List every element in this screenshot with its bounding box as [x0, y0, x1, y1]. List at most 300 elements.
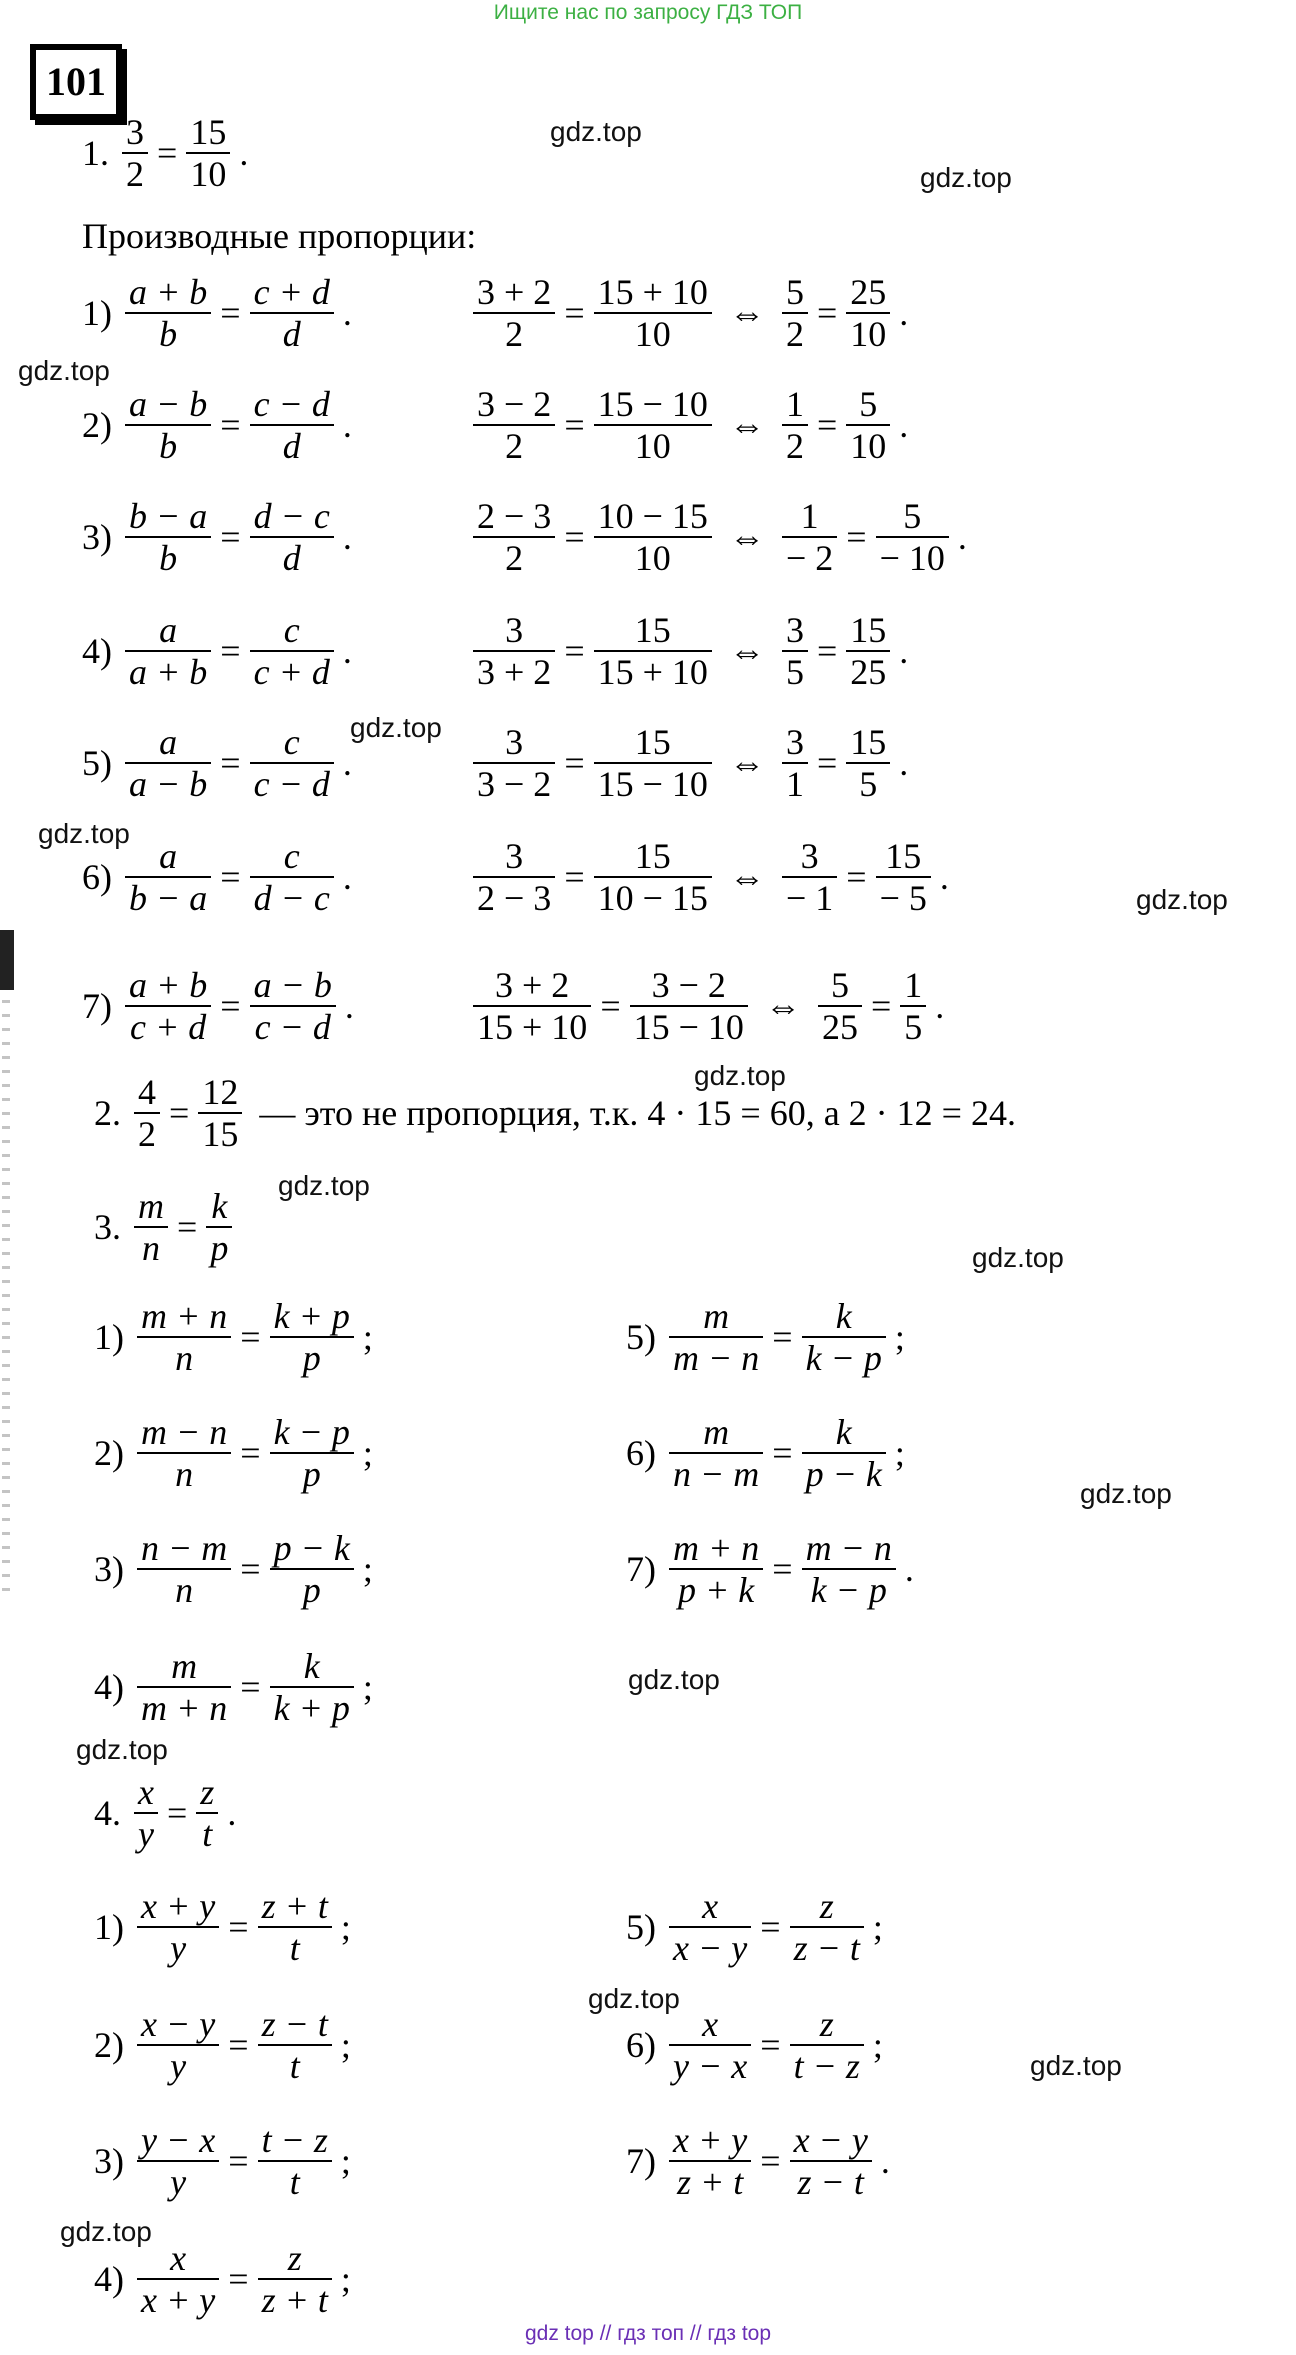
row-label: 6) — [626, 2025, 656, 2065]
fraction — [594, 272, 712, 354]
watermark: gdz.top — [18, 355, 110, 386]
fraction — [594, 722, 712, 804]
denominator: − 1 — [785, 878, 834, 918]
fraction — [473, 610, 555, 692]
numerator: a + b — [129, 965, 208, 1005]
equals-sign: = — [600, 986, 621, 1026]
fraction — [258, 2120, 332, 2202]
fraction — [802, 1528, 896, 1610]
iff-sign: ⇔ — [728, 743, 765, 783]
fraction — [782, 272, 808, 354]
period: . — [239, 133, 249, 173]
section2-statement — [94, 1072, 1016, 1154]
period: . — [957, 517, 967, 557]
denominator: 25 — [850, 652, 887, 692]
denominator: 2 − 3 — [477, 878, 552, 918]
fraction — [876, 836, 931, 918]
equals-sign: = — [228, 2141, 249, 2181]
iff-sign: ⇔ — [728, 631, 765, 671]
numerator: x − y — [141, 2004, 216, 2044]
fraction — [473, 722, 555, 804]
equals-sign: = — [846, 517, 867, 557]
denominator: 10 — [634, 426, 671, 466]
punctuation: ; — [894, 1433, 905, 1473]
watermark: gdz.top — [38, 818, 130, 849]
numerator: x — [170, 2238, 187, 2278]
section3-main-proportion — [94, 1186, 235, 1268]
equals-sign: = — [816, 743, 838, 783]
watermark: gdz.top — [76, 1734, 168, 1765]
derived-proportion — [626, 1412, 911, 1494]
fraction — [137, 2120, 219, 2202]
row-label: 7) — [626, 2141, 656, 2181]
row-label: 4) — [94, 2259, 124, 2299]
numerator: c — [283, 610, 300, 650]
row-label: 3) — [94, 2141, 124, 2181]
fraction — [594, 610, 712, 692]
denominator: m − n — [673, 1338, 760, 1378]
iff-sign: ⇔ — [728, 405, 765, 445]
punctuation: . — [880, 2141, 890, 2181]
denominator: y — [170, 1928, 187, 1968]
numerator: 3 — [505, 836, 524, 876]
derived-proportion — [626, 1886, 889, 1968]
numerator: d − c — [253, 496, 330, 536]
denominator: n — [175, 1570, 194, 1610]
numerator: 5 — [859, 384, 878, 424]
equals-sign: = — [564, 743, 585, 783]
fraction — [790, 2120, 872, 2202]
period: . — [342, 405, 352, 445]
equals-sign: = — [228, 2025, 249, 2065]
fraction — [125, 384, 211, 466]
fraction — [669, 1528, 763, 1610]
numerator: 15 — [885, 836, 922, 876]
denominator: 3 − 2 — [477, 764, 552, 804]
section-label: 4. — [94, 1793, 121, 1833]
numerator: z − t — [261, 2004, 328, 2044]
numerator: c — [283, 722, 300, 762]
fraction — [782, 496, 837, 578]
derived-proportion — [94, 1886, 357, 1968]
watermark: gdz.top — [972, 1242, 1064, 1273]
fraction — [125, 272, 211, 354]
fraction: $\frac{k}{p}$ — [206, 1186, 232, 1268]
fraction — [125, 496, 211, 578]
denominator: 10 — [850, 426, 887, 466]
equals-sign: = — [760, 1907, 781, 1947]
denominator: d — [282, 426, 301, 466]
row-label: 5) — [626, 1907, 656, 1947]
derived-proportion-general — [82, 965, 360, 1047]
fraction — [669, 2004, 751, 2086]
equals-sign: = — [816, 293, 838, 333]
numerator: k — [835, 1296, 852, 1336]
denominator: c + d — [130, 1007, 207, 1047]
numerator: x + y — [673, 2120, 748, 2160]
section1-main-proportion — [82, 112, 254, 194]
denominator: m + n — [141, 1688, 228, 1728]
equals-sign: = — [564, 405, 585, 445]
row-label: 1) — [94, 1317, 124, 1357]
fraction — [473, 272, 555, 354]
fraction — [258, 2238, 332, 2320]
denominator: p − k — [805, 1454, 882, 1494]
scan-edge-mark — [0, 930, 14, 990]
fraction — [790, 2004, 864, 2086]
fraction — [250, 496, 334, 578]
denominator: t − z — [793, 2046, 860, 2086]
row-label: 4) — [94, 1667, 124, 1707]
bottom-banner[interactable]: gdz top // гдз топ // гдз top — [524, 2322, 772, 2345]
derived-proportion-general — [82, 384, 358, 466]
row-label: 3) — [82, 517, 112, 557]
punctuation: ; — [340, 2141, 351, 2181]
numerator: 15 + 10 — [597, 272, 708, 312]
watermark: gdz.top — [350, 712, 442, 743]
section-label: 3. — [94, 1207, 121, 1247]
numerator: z — [819, 1886, 834, 1926]
numerator: a — [159, 836, 178, 876]
numerator: 5 — [785, 272, 804, 312]
equals-sign: = — [772, 1317, 793, 1357]
denominator: 2 — [505, 538, 524, 578]
row-label: 3) — [94, 1549, 124, 1589]
numerator: 3 — [505, 610, 524, 650]
punctuation: ; — [340, 2025, 351, 2065]
fraction — [802, 1296, 886, 1378]
punctuation: ; — [362, 1667, 373, 1707]
numerator: t − z — [261, 2120, 328, 2160]
derived-proportion-example — [470, 272, 914, 354]
numerator: 3 — [800, 836, 819, 876]
derived-proportion-general — [82, 496, 358, 578]
derived-proportion-example — [470, 384, 914, 466]
denominator: n — [175, 1338, 194, 1378]
punctuation: ; — [872, 1907, 883, 1947]
equals-sign: = — [169, 1093, 190, 1133]
section-label: 2. — [94, 1093, 121, 1133]
fraction — [137, 1646, 231, 1728]
numerator: 15 — [634, 836, 671, 876]
denominator: y − x — [673, 2046, 748, 2086]
numerator: 15 — [850, 722, 887, 762]
denominator: x − y — [673, 1928, 748, 1968]
numerator: m + n — [141, 1296, 228, 1336]
fraction — [594, 836, 712, 918]
denominator: c − d — [254, 1007, 331, 1047]
watermark: gdz.top — [920, 162, 1012, 193]
fraction — [250, 272, 334, 354]
denominator: d − c — [253, 878, 330, 918]
derived-proportion-general — [82, 836, 358, 918]
fraction: $\frac{x}{y}$ — [134, 1772, 158, 1854]
watermark: gdz.top — [1080, 1478, 1172, 1509]
numerator: 15 — [850, 610, 887, 650]
fraction — [258, 1886, 332, 1968]
section2-text: — это не пропорция, т.к. 4 · 15 = 60, а 2 · 12 = 24. — [259, 1093, 1016, 1133]
watermark: gdz.top — [60, 2216, 152, 2247]
punctuation: ; — [362, 1549, 373, 1589]
denominator: z − t — [797, 2162, 864, 2202]
denominator: 2 — [785, 426, 804, 466]
numerator: 3 — [785, 722, 804, 762]
fraction — [900, 965, 926, 1047]
denominator: a − b — [129, 764, 208, 804]
scan-edge-noise — [2, 1000, 10, 1600]
numerator: 2 − 3 — [477, 496, 552, 536]
fraction — [669, 1296, 763, 1378]
denominator: 10 − 15 — [597, 878, 708, 918]
numerator: x − y — [793, 2120, 868, 2160]
fraction — [782, 610, 808, 692]
numerator: m + n — [673, 1528, 760, 1568]
denominator: y — [170, 2162, 187, 2202]
equals-sign: = — [846, 857, 867, 897]
derived-proportion — [626, 1296, 911, 1378]
derived-proportion — [94, 1528, 379, 1610]
derived-proportion-example — [470, 965, 950, 1047]
fraction — [125, 965, 211, 1047]
equals-sign: = — [240, 1433, 261, 1473]
numerator: 15 − 10 — [597, 384, 708, 424]
fraction — [250, 722, 334, 804]
fraction — [473, 836, 555, 918]
equals-sign: = — [772, 1433, 793, 1473]
denominator: − 10 — [879, 538, 945, 578]
fraction — [630, 965, 748, 1047]
denominator: p — [302, 1454, 321, 1494]
equals-sign: = — [177, 1207, 198, 1247]
equals-sign: = — [220, 293, 241, 333]
denominator: y — [170, 2046, 187, 2086]
denominator: c − d — [253, 764, 330, 804]
fraction — [250, 836, 334, 918]
numerator: 3 — [505, 722, 524, 762]
row-label: 2) — [82, 405, 112, 445]
watermark: gdz.top — [1136, 884, 1228, 915]
period: . — [899, 293, 909, 333]
fraction: $\frac{4}{2}$ — [134, 1072, 160, 1154]
derived-proportion-example — [470, 496, 973, 578]
iff-sign: ⇔ — [728, 293, 765, 333]
denominator: p — [302, 1338, 321, 1378]
equals-sign: = — [220, 986, 241, 1026]
row-label: 7) — [82, 986, 112, 1026]
equals-sign: = — [157, 133, 178, 173]
punctuation: ; — [340, 2259, 351, 2299]
fraction — [125, 836, 211, 918]
equals-sign: = — [564, 293, 585, 333]
row-label: 6) — [626, 1433, 656, 1473]
fraction — [802, 1412, 886, 1494]
denominator: 15 − 10 — [597, 764, 708, 804]
derived-proportion — [94, 2238, 357, 2320]
denominator: t — [289, 2162, 300, 2202]
numerator: z — [287, 2238, 302, 2278]
numerator: a − b — [129, 384, 208, 424]
fraction — [270, 1528, 354, 1610]
numerator: p − k — [273, 1528, 350, 1568]
period: . — [342, 517, 352, 557]
numerator: n − m — [141, 1528, 228, 1568]
denominator: 1 — [785, 764, 804, 804]
row-label: 2) — [94, 2025, 124, 2065]
row-label: 7) — [626, 1549, 656, 1589]
derived-proportion — [626, 2004, 889, 2086]
numerator: 3 + 2 — [495, 965, 570, 1005]
problem-number: 101 — [30, 44, 122, 120]
equals-sign: = — [220, 517, 241, 557]
numerator: c — [283, 836, 300, 876]
numerator: 1 — [800, 496, 819, 536]
denominator: 25 — [821, 1007, 858, 1047]
numerator: 1 — [904, 965, 923, 1005]
equals-sign: = — [870, 986, 892, 1026]
equals-sign: = — [816, 405, 838, 445]
equals-sign: = — [816, 631, 838, 671]
derived-proportion — [94, 2004, 357, 2086]
numerator: m — [703, 1412, 730, 1452]
fraction — [258, 2004, 332, 2086]
equals-sign: = — [220, 743, 241, 783]
iff-sign: ⇔ — [728, 517, 765, 557]
numerator: 10 − 15 — [597, 496, 708, 536]
top-banner[interactable]: Ищите нас по запросу ГДЗ ТОП — [493, 1, 803, 24]
fraction — [818, 965, 862, 1047]
numerator: a — [159, 610, 178, 650]
fraction — [125, 610, 211, 692]
fraction — [270, 1646, 354, 1728]
period: . — [899, 631, 909, 671]
denominator: n — [175, 1454, 194, 1494]
numerator: c + d — [253, 272, 330, 312]
fraction — [782, 836, 837, 918]
numerator: k — [835, 1412, 852, 1452]
numerator: 1 — [785, 384, 804, 424]
numerator: z + t — [261, 1886, 328, 1926]
derived-proportion-example — [470, 836, 955, 918]
fraction: $\frac{m}{n}$ — [134, 1186, 168, 1268]
row-label: 2) — [94, 1433, 124, 1473]
numerator: x + y — [141, 1886, 216, 1926]
row-label: 4) — [82, 631, 112, 671]
fraction: $\frac{z}{t}$ — [196, 1772, 218, 1854]
denominator: t — [289, 2046, 300, 2086]
iff-sign: ⇔ — [728, 857, 765, 897]
fraction — [846, 610, 890, 692]
numerator: 3 + 2 — [477, 272, 552, 312]
denominator: p + k — [678, 1570, 755, 1610]
period: . — [344, 986, 354, 1026]
numerator: 5 — [903, 496, 922, 536]
denominator: b — [159, 426, 178, 466]
fraction — [846, 272, 890, 354]
denominator: k − p — [810, 1570, 887, 1610]
fraction — [250, 610, 334, 692]
fraction — [876, 496, 949, 578]
numerator: a + b — [129, 272, 208, 312]
fraction — [137, 2238, 219, 2320]
fraction — [137, 1886, 219, 1968]
equals-sign: = — [240, 1317, 261, 1357]
fraction: $\frac{12}{15}$ — [198, 1072, 242, 1154]
numerator: 3 — [785, 610, 804, 650]
numerator: k − p — [273, 1412, 350, 1452]
denominator: n − m — [673, 1454, 760, 1494]
denominator: x + y — [141, 2280, 216, 2320]
fraction — [669, 1412, 763, 1494]
derived-proportion — [94, 1296, 379, 1378]
equals-sign: = — [772, 1549, 793, 1589]
period: . — [935, 986, 945, 1026]
equals-sign: = — [564, 857, 585, 897]
period: . — [342, 293, 352, 333]
fraction — [782, 722, 808, 804]
denominator: d — [282, 314, 301, 354]
section4-main-proportion — [94, 1772, 242, 1854]
denominator: 2 — [785, 314, 804, 354]
fraction — [137, 1528, 231, 1610]
fraction — [473, 384, 555, 466]
denominator: 15 + 10 — [597, 652, 708, 692]
denominator: b — [159, 314, 178, 354]
denominator: 2 — [505, 314, 524, 354]
period: . — [342, 857, 352, 897]
period: . — [342, 743, 352, 783]
numerator: y − x — [141, 2120, 216, 2160]
denominator: 15 + 10 — [477, 1007, 588, 1047]
row-label: 5) — [82, 743, 112, 783]
numerator: z — [819, 2004, 834, 2044]
derived-proportion — [626, 2120, 896, 2202]
fraction — [137, 2004, 219, 2086]
derived-proportion — [94, 1646, 379, 1728]
row-label: 1) — [82, 293, 112, 333]
derived-proportion-example — [470, 610, 914, 692]
denominator: z + t — [261, 2280, 328, 2320]
fraction — [594, 384, 712, 466]
fraction — [250, 965, 336, 1047]
equals-sign: = — [220, 857, 241, 897]
equals-sign: = — [166, 1793, 188, 1833]
denominator: − 2 — [785, 538, 834, 578]
fraction — [669, 2120, 751, 2202]
denominator: 3 + 2 — [477, 652, 552, 692]
denominator: z − t — [793, 1928, 860, 1968]
derived-proportion-example — [470, 722, 914, 804]
iff-sign: ⇔ — [764, 986, 801, 1026]
fraction — [137, 1412, 231, 1494]
numerator: m − n — [141, 1412, 228, 1452]
denominator: c + d — [253, 652, 330, 692]
fraction — [270, 1296, 354, 1378]
fraction: $\frac{3}{2}$ — [122, 112, 148, 194]
equals-sign: = — [220, 405, 241, 445]
fraction — [669, 1886, 751, 1968]
punctuation: ; — [362, 1317, 373, 1357]
denominator: t — [289, 1928, 300, 1968]
derived-proportion-general — [82, 610, 358, 692]
numerator: 5 — [830, 965, 849, 1005]
fraction — [137, 1296, 231, 1378]
numerator: m − n — [805, 1528, 892, 1568]
denominator: 10 — [850, 314, 887, 354]
fraction — [473, 496, 555, 578]
derived-proportion-general — [82, 722, 358, 804]
denominator: a + b — [129, 652, 208, 692]
watermark: gdz.top — [588, 1983, 680, 2014]
